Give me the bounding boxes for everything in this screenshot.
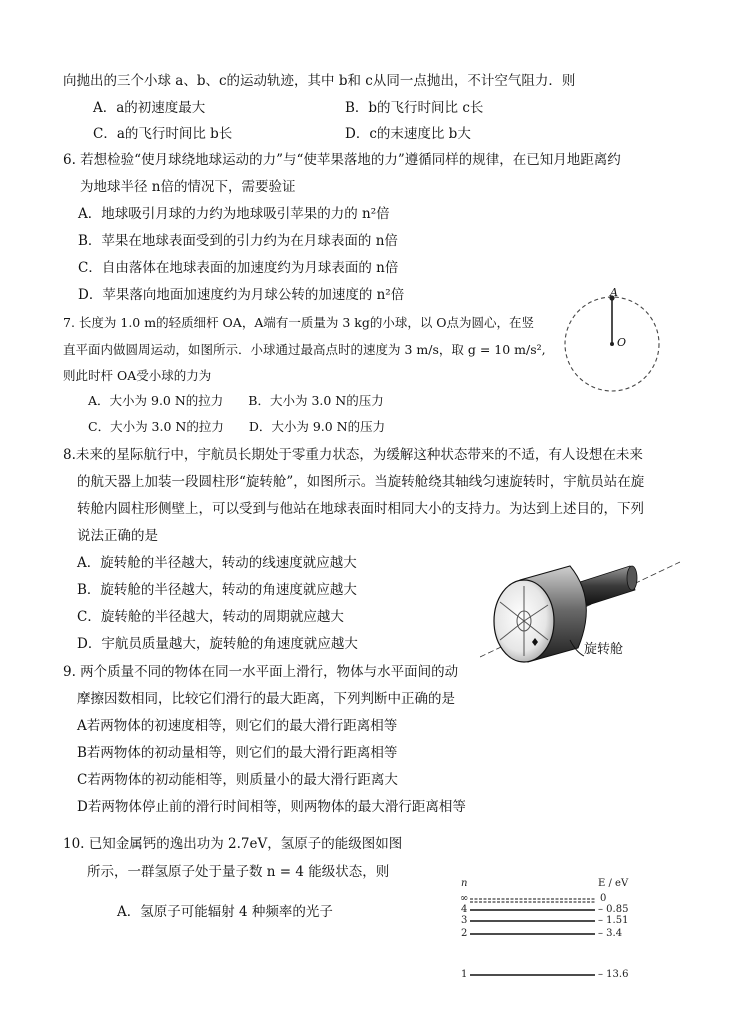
level-4-e: – 0.85 [598,904,629,915]
q10-option-a: A．氢原子可能辐射 4 种频率的光子 [117,904,333,920]
q8-option-b: B．旋转舱的半径越大，转动的角速度就应越大 [77,582,357,598]
q9-option-a: A若两物体的初速度相等，则它们的最大滑行距离相等 [77,718,398,734]
q6-option-b: B．苹果在地球表面受到的引力约为在月球表面的 n倍 [78,233,398,249]
pivot-o [610,342,614,346]
q7-stem-line2: 直平面内做圆周运动，如图所示．小球通过最高点时的速度为 3 m/s，取 g = 10 m/s², [63,342,546,357]
q8-stem-line4: 说法正确的是 [77,528,158,544]
level-3-e: – 1.51 [598,915,629,926]
level-3-n: 3 [461,915,468,926]
q6-option-c: C．自由落体在地球表面的加速度约为月球表面的 n倍 [78,260,399,276]
level-inf-n: ∞ [460,893,469,904]
level-1-n: 1 [461,969,468,980]
q6-stem-line2: 为地球半径 n倍的情况下，需要验证 [80,179,296,195]
q8-option-d: D．宇航员质量越大，旋转舱的角速度就应越大 [77,636,358,652]
level-2-e: – 3.4 [598,928,623,939]
q6-option-a: A．地球吸引月球的力约为地球吸引苹果的力的 n²倍 [78,206,390,222]
q8-option-a: A．旋转舱的半径越大，转动的线速度就应越大 [77,555,357,571]
hydrogen-energy-diagram [455,876,655,986]
level-1-e: – 13.6 [598,969,629,980]
q9-option-b: B若两物体的初动量相等，则它们的最大滑行距离相等 [77,745,398,761]
q9-option-d: D若两物体停止前的滑行时间相等，则两物体的最大滑行距离相等 [77,799,466,815]
n-header: n [461,878,468,889]
q9-stem-line1: 9. 两个质量不同的物体在同一水平面上滑行，物体与水平面间的动 [63,664,459,680]
q7-stem-line3: 则此时杆 OA受小球的力为 [63,368,212,383]
q8-stem-line1: 8.未来的星际航行中，宇航员长期处于零重力状态，为缓解这种状态带来的不适，有人设想在未来 [63,447,643,463]
label-a: A [610,286,618,299]
q5-stem: 向抛出的三个小球 a、b、c的运动轨迹，其中 b和 c从同一点抛出，不计空气阻力．则 [63,73,576,89]
rod-circle-figure [560,286,670,400]
q7-stem-line1: 7. 长度为 1.0 m的轻质细杆 OA，A端有一质量为 3 kg的小球，以 O点为圆心，在竖 [63,315,535,330]
q10-stem-line2: 所示，一群氢原子处于量子数 n = 4 能级状态，则 [87,864,390,880]
q5-option-a: A．a的初速度最大 [93,100,206,116]
q9-stem-line2: 摩擦因数相同，比较它们滑行的最大距离，下列判断中正确的是 [77,691,455,707]
q5-option-d: D．c的末速度比 b大 [345,126,471,142]
q8-stem-line2: 的航天器上加装一段圆柱形“旋转舱”，如图所示。当旋转舱绕其轴线匀速旋转时，宇航员站在旋 [77,474,645,490]
q7-options-cd: C．大小为 3.0 N的拉力 D．大小为 9.0 N的压力 [88,419,386,434]
q6-option-d: D．苹果落向地面加速度约为月球公转的加速度的 n²倍 [78,287,405,303]
q6-stem-line1: 6. 若想检验“使月球绕地球运动的力”与“使苹果落地的力”遵循同样的规律，在已知月地距离约 [63,152,621,168]
level-2-n: 2 [461,928,468,939]
q5-option-c: C．a的飞行时间比 b长 [93,126,233,142]
level-4-n: 4 [461,904,468,915]
q10-stem-line1: 10. 已知金属钙的逸出功为 2.7eV，氢原子的能级图如图 [63,836,403,852]
q5-option-b: B．b的飞行时间比 c长 [345,100,484,116]
q8-stem-line3: 转舱内圆柱形侧壁上，可以受到与他站在地球表面时相同大小的支持力。为达到上述目的，下列 [77,501,644,517]
q9-option-c: C若两物体的初动能相等，则质量小的最大滑行距离大 [77,772,398,788]
label-o: O [617,336,627,349]
level-inf-e: 0 [600,893,607,904]
energy-header: E / eV [598,878,629,889]
q7-options-ab: A．大小为 9.0 N的拉力 B．大小为 3.0 N的压力 [88,393,384,408]
rotating-cabin-figure [480,560,680,670]
rotating-cabin-caption: 旋转舱 [584,642,624,657]
shaft [580,566,635,606]
q8-option-c: C．旋转舱的半径越大，转动的周期就应越大 [77,609,344,625]
